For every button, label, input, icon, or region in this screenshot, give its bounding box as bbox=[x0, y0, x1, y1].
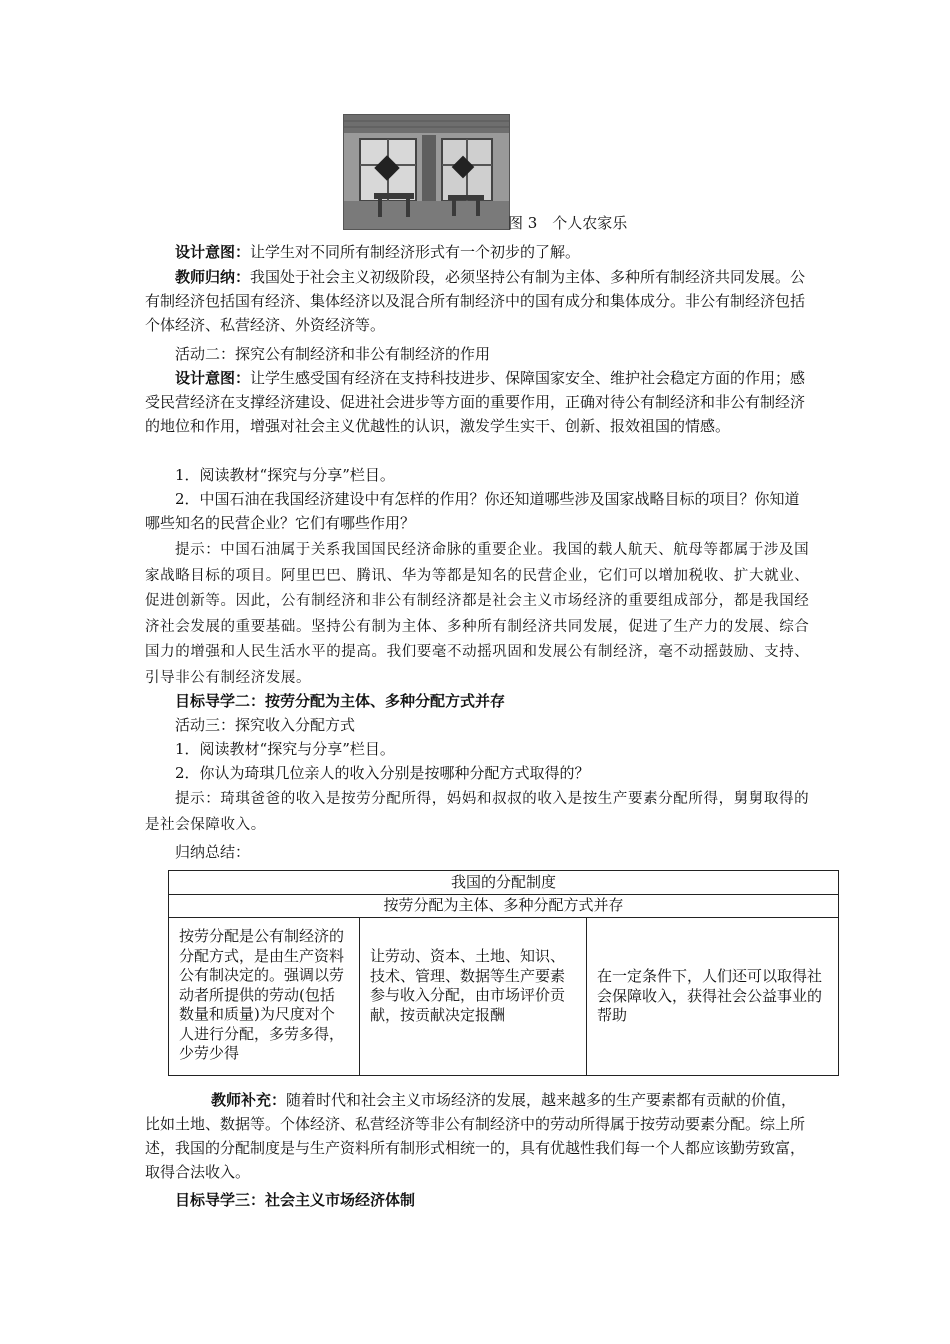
design-intent-1 bbox=[145, 240, 810, 264]
teacher-supplement bbox=[145, 1088, 810, 1184]
table-cell-labor-distribution: 按劳分配是公有制经济的分配方式，是由生产资料公有制决定的。强调以劳动者所提供的劳动(包括数量和质量)为尺度对个人进行分配，多劳多得，少劳少得 bbox=[169, 917, 360, 1075]
table-cell-social-security: 在一定条件下，人们还可以取得社会保障收入，获得社会公益事业的帮助 bbox=[597, 967, 823, 1024]
design-intent-2-text: 让学生感受国有经济在支持科技进步、保障国家安全、维护社会稳定方面的作用；感受民营经济在支撑经济建设、促进社会进步等方面的重要作用，正确对待公有制经济和非公有制经济的地位和作用，增强对社会主义优越性的认识，激发学生实干、创新、报效祖国的情感。 bbox=[145, 369, 806, 435]
design-intent-1-label: 设计意图： bbox=[175, 243, 251, 261]
teacher-summary bbox=[145, 265, 810, 337]
farmhouse-photo bbox=[343, 114, 510, 230]
farmhouse-photo-icon bbox=[344, 115, 509, 229]
hint-petrochina: 提示：中国石油属于关系我国国民经济命脉的重要企业。我国的载人航天、航母等都属于涉及国家战略目标的项目。阿里巴巴、腾讯、华为等都是知名的民营企业，它们可以增加税收、扩大就业、促进创新等。因此，公有制经济和非公有制经济都是社会主义市场经济的重要组成部分，都是我国经济社会发展的重要基础。坚持公有制为主体、多种所有制经济共同发展，促进了生产力的发展、综合国力的增强和人民生活水平的提高。我们要毫不动摇巩固和发展公有制经济，毫不动摇鼓励、支持、引导非公有制经济发展。 bbox=[145, 542, 810, 686]
teacher-supplement-text: 随着时代和社会主义市场经济的发展，越来越多的生产要素都有贡献的价值，比如土地、数据等。个体经济、私营经济等非公有制经济中的劳动所得属于按劳动要素分配。综上所述，我国的分配制度是与生产资料所有制形式相统一的，具有优越性我们每一个人都应该勤劳致富，取得合法收入。 bbox=[145, 1091, 806, 1181]
table-cell-production-factors: 让劳动、资本、土地、知识、技术、管理、数据等生产要素参与收入分配，由市场评价贡献，按贡献决定报酬 bbox=[360, 917, 587, 1075]
question-petrochina: 2．中国石油在我国经济建设中有怎样的作用？你还知道哪些涉及国家战略目标的项目？你知道哪些知名的民营企业？它们有哪些作用？ bbox=[145, 490, 800, 532]
distribution-system-table bbox=[168, 870, 839, 1076]
question-income: 2．你认为琦琪几位亲人的收入分别是按哪种分配方式取得的？ bbox=[175, 764, 590, 782]
teacher-summary-label: 教师归纳： bbox=[175, 268, 251, 286]
step-read-textbook-2: 1．阅读教材“探究与分享”栏目。 bbox=[175, 740, 395, 758]
activity-two-heading: 活动二：探究公有制经济和非公有制经济的作用 bbox=[175, 345, 491, 363]
step-read-textbook-1: 1．阅读教材“探究与分享”栏目。 bbox=[175, 466, 395, 484]
design-intent-2-label: 设计意图： bbox=[175, 369, 251, 387]
design-intent-1-text: 让学生对不同所有制经济形式有一个初步的了解。 bbox=[250, 243, 581, 261]
hint-income: 提示：琦琪爸爸的收入是按劳分配所得，妈妈和叔叔的收入是按生产要素分配所得，舅舅取得的是社会保障收入。 bbox=[145, 791, 810, 833]
activity-three-heading: 活动三：探究收入分配方式 bbox=[175, 716, 356, 734]
figure-caption: 图 3 个人农家乐 bbox=[508, 214, 628, 232]
goal-three-heading: 目标导学三：社会主义市场经济体制 bbox=[175, 1191, 416, 1209]
summary-heading: 归纳总结： bbox=[175, 843, 251, 861]
design-intent-2 bbox=[145, 366, 810, 438]
table-subtitle: 按劳分配为主体、多种分配方式并存 bbox=[169, 894, 838, 918]
teacher-supplement-label: 教师补充： bbox=[211, 1091, 287, 1109]
table-title: 我国的分配制度 bbox=[169, 871, 838, 895]
teacher-summary-text: 我国处于社会主义初级阶段，必须坚持公有制为主体、多种所有制经济共同发展。公有制经济包括国有经济、集体经济以及混合所有制经济中的国有成分和集体成分。非公有制经济包括个体经济、私营经济、外资经济等。 bbox=[145, 268, 806, 334]
goal-two-heading: 目标导学二：按劳分配为主体、多种分配方式并存 bbox=[175, 692, 506, 710]
